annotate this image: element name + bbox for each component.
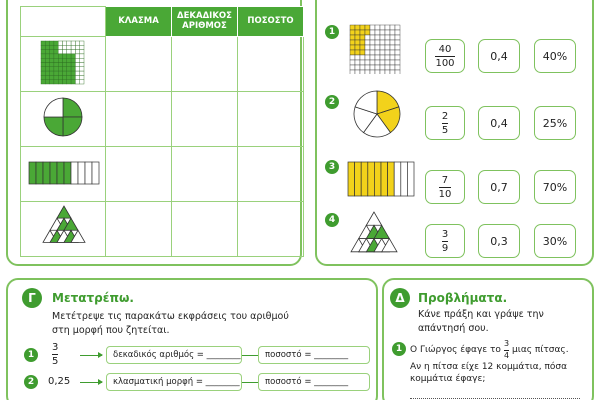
bar-segment bbox=[57, 162, 64, 184]
grid-cell bbox=[63, 71, 67, 75]
grid-cell bbox=[75, 71, 79, 75]
bar-segment bbox=[361, 162, 368, 196]
grid-cell bbox=[71, 80, 75, 84]
grid-figure-b bbox=[349, 24, 409, 74]
grid-cell bbox=[58, 45, 62, 49]
grid-cell bbox=[41, 80, 45, 84]
grid-cell bbox=[67, 41, 71, 45]
grid-cell bbox=[75, 67, 79, 71]
grid-cell bbox=[355, 30, 360, 35]
grid-cell bbox=[80, 58, 84, 62]
grid-cell bbox=[41, 41, 45, 45]
grid-cell bbox=[50, 63, 54, 67]
bar-figure-cell bbox=[21, 147, 106, 202]
grid-cell bbox=[41, 54, 45, 58]
grid-cell bbox=[41, 50, 45, 54]
grid-cell bbox=[50, 50, 54, 54]
grid-cell bbox=[360, 60, 365, 65]
grid-cell bbox=[45, 71, 49, 75]
grid-cell bbox=[54, 50, 58, 54]
grid-cell bbox=[395, 30, 400, 35]
grid-cell bbox=[395, 60, 400, 65]
grid-cell bbox=[50, 67, 54, 71]
grid-cell bbox=[54, 63, 58, 67]
grid-cell bbox=[45, 50, 49, 54]
grid-cell bbox=[365, 55, 370, 60]
grid-cell bbox=[71, 67, 75, 71]
grid-cell bbox=[360, 45, 365, 50]
grid-cell bbox=[370, 25, 375, 30]
bar-segment bbox=[50, 162, 57, 184]
grid-figure-cell bbox=[21, 37, 106, 92]
item-number: 2 bbox=[24, 375, 38, 389]
circle-figure-cell bbox=[21, 92, 106, 147]
grid-cell bbox=[380, 60, 385, 65]
grid-cell bbox=[80, 63, 84, 67]
triangle-figure bbox=[21, 202, 105, 252]
decimal-answer-box[interactable]: 0,4 bbox=[478, 106, 520, 140]
grid-cell bbox=[80, 41, 84, 45]
decimal-answer-cell[interactable] bbox=[172, 37, 238, 92]
grid-cell bbox=[58, 58, 62, 62]
bar-segment bbox=[36, 162, 43, 184]
grid-cell bbox=[50, 41, 54, 45]
fraction-answer-cell[interactable] bbox=[106, 202, 172, 257]
grid-cell bbox=[350, 40, 355, 45]
grid-cell bbox=[385, 30, 390, 35]
grid-cell bbox=[380, 65, 385, 70]
grid-cell bbox=[375, 55, 380, 60]
grid-cell bbox=[380, 40, 385, 45]
bar-segment bbox=[407, 162, 414, 196]
grid-cell bbox=[365, 25, 370, 30]
section-d-instruction: Κάνε πράξη και γράψε την απάντησή σου. bbox=[418, 309, 544, 334]
grid-cell bbox=[385, 40, 390, 45]
percent-answer-cell[interactable] bbox=[238, 202, 304, 257]
grid-cell bbox=[380, 55, 385, 60]
grid-cell bbox=[350, 70, 355, 74]
grid-cell bbox=[390, 25, 395, 30]
grid-cell bbox=[350, 65, 355, 70]
grid-cell bbox=[395, 70, 400, 74]
fraction-answer-box[interactable]: $\frac{2}{5}$ bbox=[425, 106, 465, 140]
grid-cell bbox=[355, 25, 360, 30]
grid-cell bbox=[350, 60, 355, 65]
grid-cell bbox=[67, 54, 71, 58]
grid-cell bbox=[375, 30, 380, 35]
fraction-answer-box[interactable]: $\frac{3}{9}$ bbox=[425, 224, 465, 258]
grid-cell bbox=[390, 40, 395, 45]
grid-cell bbox=[360, 40, 365, 45]
grid-cell bbox=[360, 50, 365, 55]
grid-cell bbox=[375, 65, 380, 70]
grid-cell bbox=[75, 75, 79, 79]
grid-cell bbox=[67, 67, 71, 71]
grid-cell bbox=[45, 45, 49, 49]
grid-cell bbox=[67, 75, 71, 79]
grid-cell bbox=[375, 25, 380, 30]
grid-cell bbox=[395, 50, 400, 55]
section-c-title: Μετατρέπω. bbox=[52, 291, 134, 305]
pie-figure-b bbox=[349, 88, 409, 138]
grid-cell bbox=[50, 75, 54, 79]
item-number: 1 bbox=[325, 25, 339, 39]
section-c-panel bbox=[6, 278, 378, 400]
grid-cell bbox=[360, 25, 365, 30]
grid-cell bbox=[63, 54, 67, 58]
grid-cell bbox=[80, 67, 84, 71]
grid-cell bbox=[360, 65, 365, 70]
percent-answer-box[interactable]: 70% bbox=[534, 170, 576, 204]
decimal-answer-cell[interactable] bbox=[172, 92, 238, 147]
item-number: 1 bbox=[392, 342, 406, 356]
grid-cell bbox=[75, 58, 79, 62]
grid-cell bbox=[375, 70, 380, 74]
bar-segment bbox=[92, 162, 99, 184]
grid-cell bbox=[375, 40, 380, 45]
decimal-answer-cell[interactable] bbox=[172, 202, 238, 257]
grid-cell bbox=[370, 55, 375, 60]
grid-cell bbox=[380, 45, 385, 50]
grid-cell bbox=[355, 50, 360, 55]
answer-line[interactable] bbox=[410, 398, 580, 399]
grid-cell bbox=[390, 65, 395, 70]
bar-segment bbox=[401, 162, 408, 196]
grid-cell bbox=[355, 45, 360, 50]
grid-cell bbox=[50, 45, 54, 49]
grid-cell bbox=[41, 71, 45, 75]
grid-cell bbox=[395, 65, 400, 70]
percent-answer-cell[interactable] bbox=[238, 147, 304, 202]
grid-cell bbox=[71, 45, 75, 49]
grid-cell bbox=[360, 70, 365, 74]
grid-cell bbox=[370, 40, 375, 45]
grid-cell bbox=[45, 54, 49, 58]
grid-cell bbox=[350, 30, 355, 35]
percent-answer-field[interactable]: ποσοστό = ________ bbox=[258, 346, 370, 364]
grid-cell bbox=[360, 35, 365, 40]
grid-cell bbox=[41, 45, 45, 49]
grid-cell bbox=[58, 71, 62, 75]
grid-cell bbox=[370, 45, 375, 50]
grid-cell bbox=[390, 70, 395, 74]
grid-cell bbox=[370, 30, 375, 35]
grid-cell bbox=[365, 50, 370, 55]
grid-cell bbox=[75, 50, 79, 54]
grid-cell bbox=[370, 70, 375, 74]
grid-cell bbox=[45, 75, 49, 79]
bar-segment bbox=[374, 162, 381, 196]
grid-cell bbox=[67, 45, 71, 49]
grid-cell bbox=[67, 80, 71, 84]
grid-cell bbox=[71, 75, 75, 79]
grid-cell bbox=[380, 30, 385, 35]
decimal-answer-cell[interactable] bbox=[172, 147, 238, 202]
grid-cell bbox=[350, 45, 355, 50]
bar-segment bbox=[71, 162, 78, 184]
grid-cell bbox=[385, 45, 390, 50]
grid-cell bbox=[50, 58, 54, 62]
grid-cell bbox=[355, 55, 360, 60]
grid-cell bbox=[54, 45, 58, 49]
grid-cell bbox=[63, 63, 67, 67]
bar-figure-b bbox=[347, 160, 417, 200]
grid-cell bbox=[385, 35, 390, 40]
grid-cell bbox=[63, 50, 67, 54]
grid-cell bbox=[380, 50, 385, 55]
bar-segment bbox=[381, 162, 388, 196]
grid-cell bbox=[80, 50, 84, 54]
grid-cell bbox=[54, 80, 58, 84]
triangle-piece bbox=[57, 206, 71, 218]
item-number: 3 bbox=[325, 160, 339, 174]
grid-cell bbox=[350, 25, 355, 30]
grid-cell bbox=[365, 60, 370, 65]
grid-cell bbox=[71, 71, 75, 75]
table-header-percent: ΠΟΣΟΣΤΟ bbox=[238, 7, 304, 37]
decimal-answer-field[interactable]: δεκαδικός αριθμός = ________ bbox=[106, 346, 242, 364]
grid-cell bbox=[41, 58, 45, 62]
grid-cell bbox=[63, 58, 67, 62]
grid-cell bbox=[80, 75, 84, 79]
grid-cell bbox=[45, 41, 49, 45]
grid-cell bbox=[63, 41, 67, 45]
section-d-panel bbox=[382, 278, 594, 400]
item-number: 4 bbox=[325, 213, 339, 227]
table-row bbox=[21, 147, 304, 202]
table-header-decimal: ΔΕΚΑΔΙΚΟΣ ΑΡΙΘΜΟΣ bbox=[172, 7, 238, 37]
arrow-icon bbox=[80, 382, 102, 383]
grid-cell bbox=[370, 50, 375, 55]
grid-cell bbox=[390, 45, 395, 50]
grid-cell bbox=[67, 71, 71, 75]
grid-cell bbox=[360, 30, 365, 35]
table-header-blank bbox=[21, 7, 106, 37]
grid-cell bbox=[395, 55, 400, 60]
grid-cell bbox=[355, 70, 360, 74]
table-header-fraction: ΚΛΑΣΜΑ bbox=[106, 7, 172, 37]
grid-cell bbox=[58, 67, 62, 71]
grid-cell bbox=[58, 54, 62, 58]
grid-cell bbox=[58, 41, 62, 45]
grid-figure bbox=[21, 37, 105, 87]
table-row bbox=[21, 202, 304, 257]
section-d-badge: Δ bbox=[390, 288, 410, 308]
circle-figure bbox=[21, 92, 105, 142]
grid-cell bbox=[365, 70, 370, 74]
table-row bbox=[21, 37, 304, 92]
grid-cell bbox=[380, 25, 385, 30]
grid-cell bbox=[350, 50, 355, 55]
grid-cell bbox=[54, 67, 58, 71]
grid-cell bbox=[54, 41, 58, 45]
fraction-answer-field[interactable]: κλασματική μορφή = ________ bbox=[106, 373, 242, 391]
section-c-instruction: Μετέτρεψε τις παρακάτω εκφράσεις του αριθμού στη μορφή που ζητείται. bbox=[52, 311, 289, 336]
grid-cell bbox=[50, 54, 54, 58]
grid-cell bbox=[58, 80, 62, 84]
bar-segment bbox=[368, 162, 375, 196]
bar-segment bbox=[43, 162, 50, 184]
item-number: 2 bbox=[325, 95, 339, 109]
grid-cell bbox=[67, 50, 71, 54]
fraction-value: 3 5 bbox=[52, 342, 59, 367]
arrow-icon bbox=[80, 355, 102, 356]
grid-cell bbox=[370, 65, 375, 70]
grid-cell bbox=[41, 67, 45, 71]
grid-cell bbox=[75, 41, 79, 45]
section-a-panel bbox=[6, 0, 302, 266]
triangle-figure-b bbox=[347, 210, 411, 256]
problem-text: Ο Γιώργος έφαγε το $\frac{3}{4}$ μιας πίτσας. Αν η πίτσα είχε 12 κομμάτια, πόσα κομμάτια έφαγε; bbox=[410, 339, 569, 385]
grid-cell bbox=[365, 40, 370, 45]
grid-cell bbox=[50, 71, 54, 75]
grid-cell bbox=[45, 58, 49, 62]
bar-segment bbox=[64, 162, 71, 184]
grid-cell bbox=[58, 75, 62, 79]
decimal-value: 0,25 bbox=[48, 376, 71, 387]
grid-cell bbox=[63, 80, 67, 84]
grid-cell bbox=[71, 63, 75, 67]
grid-cell bbox=[365, 30, 370, 35]
grid-cell bbox=[80, 54, 84, 58]
grid-cell bbox=[395, 25, 400, 30]
table-row bbox=[21, 92, 304, 147]
grid-cell bbox=[54, 71, 58, 75]
grid-cell bbox=[54, 54, 58, 58]
bar-segment bbox=[394, 162, 401, 196]
conversion-table bbox=[20, 6, 304, 257]
grid-cell bbox=[54, 58, 58, 62]
grid-cell bbox=[395, 35, 400, 40]
grid-cell bbox=[75, 45, 79, 49]
grid-cell bbox=[370, 35, 375, 40]
grid-cell bbox=[355, 40, 360, 45]
grid-cell bbox=[71, 54, 75, 58]
triangle-piece bbox=[366, 212, 381, 225]
grid-cell bbox=[380, 70, 385, 74]
grid-cell bbox=[45, 80, 49, 84]
grid-cell bbox=[370, 60, 375, 65]
grid-cell bbox=[385, 60, 390, 65]
bar-segment bbox=[348, 162, 355, 196]
percent-answer-box[interactable]: 40% bbox=[534, 39, 576, 73]
section-b-panel bbox=[315, 0, 594, 266]
grid-cell bbox=[41, 75, 45, 79]
fraction-answer-cell[interactable] bbox=[106, 147, 172, 202]
grid-cell bbox=[385, 25, 390, 30]
grid-cell bbox=[355, 35, 360, 40]
grid-cell bbox=[50, 80, 54, 84]
grid-cell bbox=[385, 50, 390, 55]
grid-cell bbox=[365, 35, 370, 40]
bar-segment bbox=[85, 162, 92, 184]
grid-cell bbox=[365, 65, 370, 70]
grid-cell bbox=[355, 65, 360, 70]
section-d-title: Προβλήματα. bbox=[418, 291, 508, 305]
triangle-figure-cell bbox=[21, 202, 106, 257]
grid-cell bbox=[63, 67, 67, 71]
grid-cell bbox=[71, 58, 75, 62]
grid-cell bbox=[41, 63, 45, 67]
grid-cell bbox=[385, 65, 390, 70]
grid-cell bbox=[375, 50, 380, 55]
grid-cell bbox=[54, 75, 58, 79]
grid-cell bbox=[75, 80, 79, 84]
grid-cell bbox=[390, 50, 395, 55]
grid-cell bbox=[395, 40, 400, 45]
grid-cell bbox=[71, 50, 75, 54]
grid-cell bbox=[375, 60, 380, 65]
grid-cell bbox=[75, 63, 79, 67]
bar-segment bbox=[29, 162, 36, 184]
bar-segment bbox=[388, 162, 395, 196]
grid-cell bbox=[365, 45, 370, 50]
fraction-answer-box[interactable]: $\frac{40}{100}$ bbox=[425, 39, 465, 73]
grid-cell bbox=[375, 45, 380, 50]
grid-cell bbox=[385, 70, 390, 74]
percent-answer-box[interactable]: 25% bbox=[534, 106, 576, 140]
grid-cell bbox=[67, 58, 71, 62]
grid-cell bbox=[385, 55, 390, 60]
grid-cell bbox=[67, 63, 71, 67]
grid-cell bbox=[58, 63, 62, 67]
decimal-answer-box[interactable]: 0,7 bbox=[478, 170, 520, 204]
grid-cell bbox=[360, 55, 365, 60]
grid-cell bbox=[80, 71, 84, 75]
percent-answer-cell[interactable] bbox=[238, 92, 304, 147]
fraction-answer-cell[interactable] bbox=[106, 37, 172, 92]
grid-cell bbox=[45, 63, 49, 67]
percent-answer-field[interactable]: ποσοστό = ________ bbox=[258, 373, 370, 391]
section-c-badge: Γ bbox=[22, 288, 42, 308]
grid-cell bbox=[390, 55, 395, 60]
fraction-answer-cell[interactable] bbox=[106, 92, 172, 147]
bar-segment bbox=[78, 162, 85, 184]
grid-cell bbox=[63, 75, 67, 79]
grid-cell bbox=[80, 80, 84, 84]
grid-cell bbox=[380, 35, 385, 40]
grid-cell bbox=[390, 60, 395, 65]
item-number: 1 bbox=[24, 348, 38, 362]
percent-answer-cell[interactable] bbox=[238, 37, 304, 92]
decimal-answer-box[interactable]: 0,4 bbox=[478, 39, 520, 73]
grid-cell bbox=[350, 35, 355, 40]
grid-cell bbox=[63, 45, 67, 49]
bar-figure bbox=[21, 147, 105, 197]
decimal-answer-box[interactable]: 0,3 bbox=[478, 224, 520, 258]
problem-fraction: $\frac{3}{4}$ bbox=[503, 339, 510, 360]
grid-cell bbox=[390, 30, 395, 35]
grid-cell bbox=[375, 35, 380, 40]
grid-cell bbox=[71, 41, 75, 45]
grid-cell bbox=[355, 60, 360, 65]
fraction-answer-box[interactable]: $\frac{7}{10}$ bbox=[425, 170, 465, 204]
grid-cell bbox=[350, 55, 355, 60]
grid-cell bbox=[80, 45, 84, 49]
grid-cell bbox=[390, 35, 395, 40]
grid-cell bbox=[395, 45, 400, 50]
percent-answer-box[interactable]: 30% bbox=[534, 224, 576, 258]
grid-cell bbox=[58, 50, 62, 54]
grid-cell bbox=[45, 67, 49, 71]
bar-segment bbox=[355, 162, 362, 196]
grid-cell bbox=[75, 54, 79, 58]
